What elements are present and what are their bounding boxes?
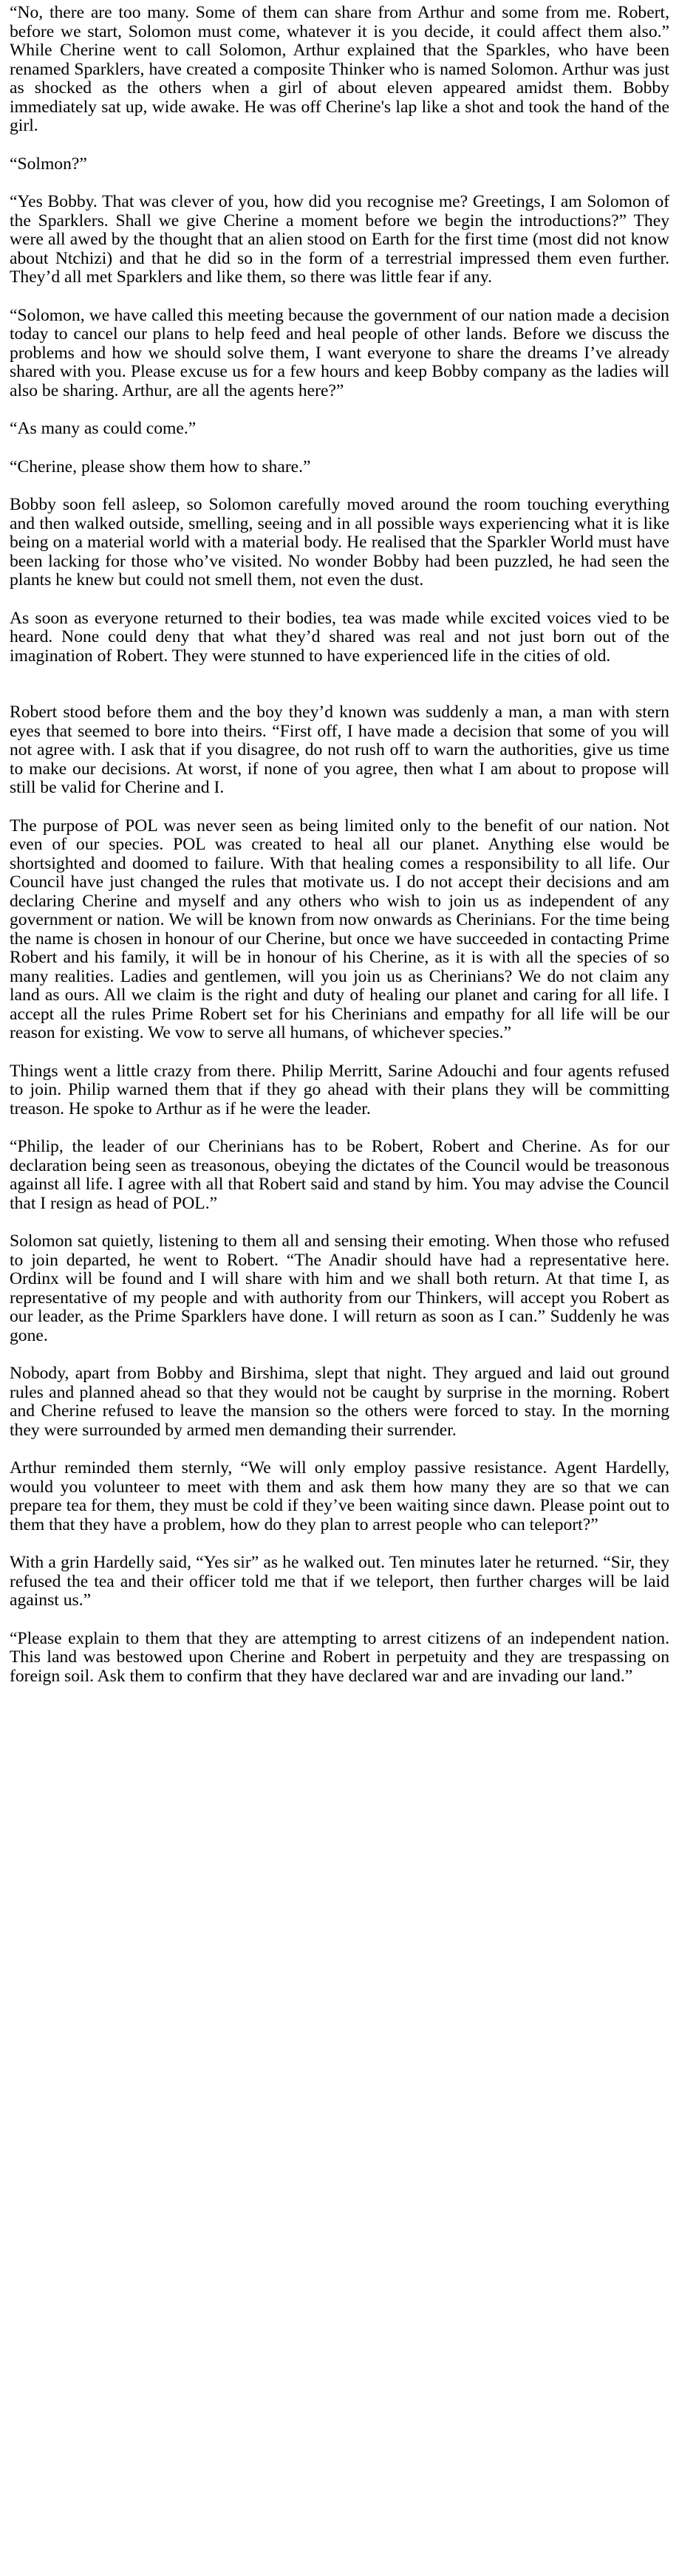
paragraph-14: Nobody, apart from Bobby and Birshima, slept that night. They argued and laid out ground rules and planned ahead so that they would not be caught by surprise in the morning. Robert and Cherine refused to leave the mansion so the others were forced to stay. In the morning they were surrounded by armed men demanding their surrender.	[10, 1364, 669, 1440]
paragraph-6: “Cherine, please show them how to share.”	[10, 457, 311, 476]
paragraph-11: Things went a little crazy from there. Philip Merritt, Sarine Adouchi and four agents refused to join. Philip warned them that if they go ahead with their plans they will be committing treason. He spoke to Arthur as if he were the leader.	[10, 1061, 669, 1118]
paragraph-15: Arthur reminded them sternly, “We will only employ passive resistance. Agent Hardelly, would you volunteer to meet with them and ask them how many they are so that we can prepare tea for them, they must be cold if they’ve been waiting since dawn. Please point out to them that they have a problem, how do they plan to arrest people who can teleport?”	[10, 1458, 669, 1534]
paragraph-5: “As many as could come.”	[10, 419, 197, 438]
paragraph-17: “Please explain to them that they are attempting to arrest citizens of an independent nation. This land was bestowed upon Cherine and Robert in perpetuity and they are trespassing on foreign soil. Ask them to confirm that they have declared war and are invading our land.”	[10, 1628, 669, 1686]
paragraph-4: “Solomon, we have called this meeting because the government of our nation made a decision today to cancel our plans to help feed and heal people of other lands. Before we discuss the problems and how we should solve them, I want everyone to share the dreams I’ve already shared with you. Please excuse us for a few hours and keep Bobby company as the ladies will also be sharing. Arthur, are all the agents here?”	[10, 305, 669, 400]
paragraph-16: With a grin Hardelly said, “Yes sir” as he walked out. Ten minutes later he returned. “Sir, they refused the tea and their officer told me that if we teleport, then further charges will be laid against us.”	[10, 1553, 669, 1610]
paragraph-1: “No, there are too many. Some of them can share from Arthur and some from me. Robert, before we start, Solomon must come, whatever it is you decide, it could affect them also.” While Cherine went to call Solomon, Arthur explained that the Sparkles, who have been renamed Sparklers, have created a composite Thinker who is named Solomon. Arthur was just as shocked as the others when a girl of about eleven appeared amidst them. Bobby immediately sat up, wide awake. He was off Cherine's lap like a shot and took the hand of the girl.	[10, 3, 669, 135]
paragraph-13: Solomon sat quietly, listening to them all and sensing their emoting. When those who refused to join departed, he went to Robert. “The Anadir should have had a representative here. Ordinx will be found and I will share with him and we shall both return. At that time I, as representative of my people and with authority from our Thinkers, will accept you Robert as our leader, as the Prime Sparklers have done. I will return as soon as I can.” Suddenly he was gone.	[10, 1231, 669, 1345]
paragraph-7: Bobby soon fell asleep, so Solomon carefully moved around the room touching everything and then walked outside, smelling, seeing and in all possible ways experiencing what it is like being on a material world with a material body. He realised that the Sparkler World must have been lacking for those who’ve visited. No wonder Bobby had been puzzled, he had seen the plants he knew but could not smell them, not even the dust.	[10, 495, 669, 590]
paragraph-12: “Philip, the leader of our Cherinians has to be Robert, Robert and Cherine. As for our declaration being seen as treasonous, obeying the dictates of the Council would be treasonous against all life. I agree with all that Robert said and stand by him. You may advise the Council that I resign as head of POL.”	[10, 1137, 669, 1213]
paragraph-2: “Solmon?”	[10, 154, 87, 174]
paragraph-8: As soon as everyone returned to their bodies, tea was made while excited voices vied to be heard. None could deny that what they’d shared was real and not just born out of the imagination of Robert. They were stunned to have experienced life in the cities of old.	[10, 608, 669, 666]
paragraph-10: The purpose of POL was never seen as being limited only to the benefit of our nation. Not even of our species. POL was created to heal all our planet. Anything else would be shortsighted and doomed to failure. With that healing comes a responsibility to all life. Our Council have just changed the rules that motivate us. I do not accept their decisions and am declaring Cherine and myself and any others who wish to join us as independent of any government or nation. We will be known from now onwards as Cherinians. For the time being the name is chosen in honour of our Cherine, but once we have succeeded in contacting Prime Robert and his family, it will be in honour of his Cherine, as it is with all the species of so many realities. Ladies and gentlemen, will you join us as Cherinians? We do not claim any land as ours. All we claim is the right and duty of healing our planet and caring for all life. I accept all the rules Prime Robert set for his Cherinians and empathy for all life will be our reason for existing. We vow to serve all humans, of whichever species.”	[10, 816, 669, 1042]
paragraph-9: Robert stood before them and the boy they’d known was suddenly a man, a man with stern eyes that seemed to bore into theirs. “First off, I have made a decision that some of you will not agree with. I ask that if you disagree, do not rush off to warn the authorities, give us time to make our decisions. At worst, if none of you agree, then what I am about to propose will still be valid for Cherine and I.	[10, 703, 669, 797]
paragraph-3: “Yes Bobby. That was clever of you, how did you recognise me? Greetings, I am Solomon of the Sparklers. Shall we give Cherine a moment before we begin the introductions?” They were all awed by the thought that an alien stood on Earth for the first time (most did not know about Ntchizi) and that he did so in the form of a terrestrial impressed them even further. They’d all met Sparklers and like them, so there was little fear if any.	[10, 192, 669, 287]
